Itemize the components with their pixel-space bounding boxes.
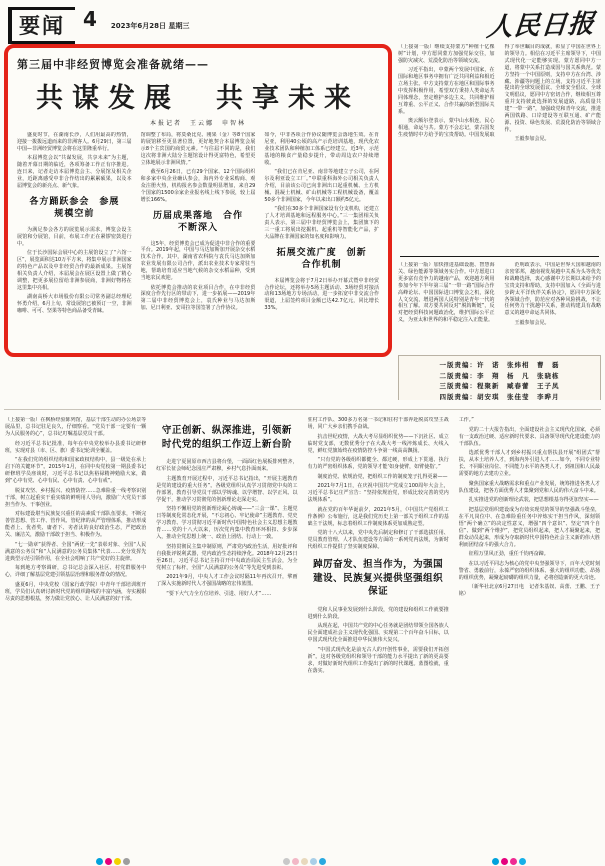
expo-article-column-1 (17, 132, 132, 348)
article-subhead: 拓展交流广度 创新合作机制 (276, 247, 367, 271)
registration-dot (114, 858, 121, 865)
article-paragraph: “只有党的各级组织都健全、都过硬，形成上下贯通、执行有力的严密组织体系，党的领导才能‘如身使臂，如臂使指’。” (307, 457, 449, 470)
article-paragraph: 从现在起，中国共产党的中心任务就是团结带领全国各族人民全面建成社会主义现代化强国、实现第二个百年奋斗目标，以中国式现代化全面推进中华民族伟大复兴。 (307, 623, 449, 643)
article-paragraph: （上接第一版）加快推进基础设施、智慧海关、绿色能源等领域务实合作。中方愿进口更多富有竞争力的越南产品，欢迎越方利用参加今年下半年第三届“一带一路”国际合作高峰论坛、中国国际进口博览会之机，深化人文交流，增进两国人民特别是青年一代的相互了解。双方要共同反对“脱钩断链”，反对把经贸科技问题政治化，维护国际公平正义，为亚太和世界的和平稳定注入正能量。 (398, 262, 495, 324)
article-paragraph: 在以习近平同志为核心的党中央坚强领导下，百年大党时刻警省、勇毅前行，永葆严密的组织体系、强大的组织功能、昂扬的组织优势，凝聚起磅礴的组织力量，必将创造新的更大奇迹。 (458, 560, 600, 581)
article-paragraph: 驻村工作队、300多万名第一书记和驻村干部奔赴脱贫攻坚主战场，同广大乡亲们携手奋战。 (307, 417, 449, 430)
article-paragraph: 选派优秀干部人才到乡村振兴重点帮扶县开展“组团式”帮扶，从本土培养人才，到海内外引进人才……如今，不同专业特长、不同职业岗位、不同能力水平的各类人才，到祖国和人民最需要的地方去建功立业。 (458, 450, 600, 477)
article-paragraph: 湖南高桥大市场股份有限公司常务副总经理纪怀勇介绍，6月上旬，常设展馆已被预订一空，非洲咖啡、可可、坚果等特色商品备受青睐。 (17, 293, 132, 314)
editors-box (398, 355, 601, 400)
article-paragraph: 党的十八大以来，党中央先后制定和修订了干部选拔任用、党员教育管理、人才队伍建设等方面的一系列党内法规，为新时代组织工作提供了坚实制度保障。 (307, 530, 449, 550)
registration-dot (105, 858, 112, 865)
registration-dot (292, 858, 299, 865)
registration-dot (492, 858, 499, 865)
org-article-column-2 (156, 417, 297, 841)
article-headline: 共谋发展 共享未来 (36, 83, 360, 114)
article-paragraph: 制度治党、依规治党，把组织工作的制度笼子扎得更紧—— (317, 473, 448, 480)
article-paragraph: 扎实推进党的创新理论武装，把思想根基夯得更加坚实—— (468, 497, 599, 503)
article-paragraph: 馆调整了布局，将莫桑比克、刚果（金）等8个国家的展馆移至更显著位置，更好地契合本届博览会展示8个主宾国的商贸元素。“与往届不同的是，我们这次将非洲大陆分主题馆设计得更富特色，希望更立体地展示非洲风情。” (140, 132, 256, 166)
article-paragraph: “七一勋章”获得者、全国“两优一先”表彰对象、全国“人民满意的公务员”和“人民满意的公务员集体”代表……充分发挥先进典型示范引领作用，在全社会唱响了共产党好的主旋律。 (5, 541, 147, 562)
article-paragraph: 坚持不懈用党的创新理论凝心铸魂——“三会一课”、主题党日等制度化常态化开展，“不忘初心、牢记使命”主题教育、党史学习教育、学习贯彻习近平新时代中国特色社会主义思想主题教育……党的十八大以来，历次党内集中教育环环相扣、步步深入，推动全党思想上统一、政治上团结、行动上一致。 (156, 506, 298, 540)
registration-dot (283, 858, 290, 865)
registration-dot (96, 858, 103, 865)
article-paragraph: 把基层党组织建设成为有效实现党的领导的坚强战斗堡垒，在平凡岗位中、在急难险重任务中淬炼实干担当作风，深刻领悟“两个确立”的决定性意义，增强“四个意识”、坚定“四个自信”、做到“两个维护”，把党员组织起来，把人才凝聚起来，把群众动员起来，形成为夺取新时代中国特色社会主义新的伟大胜利而团结奋斗的强大合力。 (458, 506, 600, 548)
article-paragraph: 主题教育开展过程中，习近平总书记指出，“开展主题教育是党的建设的重大任务”。各级党组织认真学习贯彻党中央的工作部署，教育引导党员干部以学铸魂、以学增智、以学正风、以学促干，推动学习贯彻党的创新理论走深走实。 (156, 475, 298, 503)
article-paragraph: 经习近平总书记批准，每年在中央党校举办县委书记研修班，实现对县（市、区、旗）委书记轮训全覆盖。 (5, 440, 147, 454)
highlighted-expo-article (4, 44, 392, 357)
org-article-column-1 (5, 417, 146, 841)
article-paragraph: 位于长沙国际会展中心的主展馆设立了“六馆一区”，展览面积达10万平方米，将集中展示非洲国家的特色产品以及中非经贸合作的最新成果。主展馆相关负责人介绍，本届展会在展区设置上做了精心调整，把更多展位留给非洲参展商，非洲好物将在这里集中亮相。 (17, 249, 132, 291)
continued-articles-rail (398, 44, 601, 400)
article-paragraph: 本届博览会以“共谋发展，共享未来”为主题，随着开幕日期的临近，各项筹备工作正有序推进。连日来，记者走访本届博览会主、分展馆及相关企业，近距离感受中非合作结出的累累硕果，以及本届博览会的新亮点、新气象。 (17, 155, 132, 189)
expo-article-column-2 (141, 132, 256, 348)
article-paragraph: 截至6月26日，已有29个国家、12个国际组织和多家中央企业确认参会，海内外专业采购商、观众注册火热，机构报名参会数量明显增加，来自29个国家的1500余家企业报名线上线下参展，较上届增长166%。 (140, 169, 256, 203)
org-work-article (5, 417, 600, 841)
article-byline: 本报记者 王云娜 申智林 (149, 120, 246, 127)
publication-date: 2023年6月28日 星期三 (110, 22, 190, 30)
article-paragraph: 就在党的百年华诞前夕，2021年5月，《中国共产党组织工作条例》公布施行，这是我们党历史上第一部关于组织工作的基础主干法规，标志着组织工作制度体系更加成熟定型。 (307, 506, 449, 527)
registration-dots-right (492, 850, 528, 866)
article-paragraph: “要下大气力全方位培养、引进、用好人才”…… (166, 590, 272, 597)
registration-dot (519, 858, 526, 865)
article-paragraph: 盛夏6月，中央党校（国家行政学院）中青年干部培训班开班，学员们认真研讨新时代党的组织路线的丰富内涵，夯实履职尽责的思想根基，努力做让党放心、让人民满意的好干部。 (5, 581, 147, 602)
section-label-box (8, 7, 75, 44)
registration-dot (510, 858, 517, 865)
article-paragraph: 党和人民事业发展到什么阶段，党的建设和组织工作就要推进到什么阶段。 (307, 606, 449, 620)
editors-line: 四版责编：胡安琪 张佳莹 李晔月 (439, 392, 560, 400)
article-subhead: 历届成果落地 合作不断深入 (153, 210, 244, 234)
registration-dot (301, 858, 308, 865)
article-paragraph: 王毅参加会见。 (514, 319, 550, 326)
article-paragraph: （新华社北京6月27日电 记者朱基钗、高蕾、王鹏、王子铭） (458, 584, 600, 597)
article-paragraph: （上接第一版）继续支持蒙方“种植十亿棵树”计划，中方愿同蒙方加强党际交往，加强防灾减灾、荒漠化防治等领域交流。 (398, 44, 495, 64)
article-paragraph: 每到地方考察调研，总书记总会深入社区、村党群服务中心，详细了解基层党建引领基层治理和服务群众的情况。 (5, 565, 147, 578)
article-paragraph: 习近平指出，中蒙两个发展中国家，在国际和地区事务中拥有广泛共同利益和相近立场主张。中方支持蒙方在地区和国际事务中发挥积极作用，希望双方秉持人类命运共同体理念，坚定维护多边主义，共同维护相互尊重、公平正义、合作共赢的新型国际关系。 (398, 67, 495, 115)
article-subhead: 守正创新、纵深推进，引领新时代党的组织工作迈上新台阶 (161, 425, 292, 450)
section-title: 要闻 (19, 14, 65, 38)
org-article-column-3 (308, 417, 449, 841)
article-paragraph: 坚持贯彻民主集中制原则，严肃党内政治生活，用好批评和自我批评锐利武器，党内政治生态持续净化。2018年12月25日至26日，习近平总书记主持召开中央政治局民主生活会，为全党树立了标杆，全国“人民满意的公务员”等先进受到表彰。 (156, 543, 298, 571)
article-paragraph: 脱贫攻坚、乡村振兴、疫情防控……急难险重一线考察识别干部，树立起重实干重实绩的鲜明用人导向，激励广大党员干部担当作为、干事创业。 (5, 487, 147, 508)
registration-dot (319, 858, 326, 865)
page-number: 4 (83, 7, 97, 31)
article-kicker: 第三届中非经贸博览会准备就绪—— (17, 58, 209, 71)
article-paragraph: 本届博览会将于7月2日举办开幕式暨中非经贸合作论坛，还将举办5场主题活动、3场经贸对接活动和13场地方专场活动，进一步拓宽中非交流合作渠道，上届签约项目金额已达42.7亿元，同比增长33%。 (264, 277, 379, 312)
article-paragraph: 为满足参会各方的展览展示需求，博览会设主展馆和分展馆，目前，布展工作正在紧锣密鼓进行中。 (17, 226, 132, 247)
article-paragraph: 抗击世纪疫情，大战大考尽显组织优势——下沉社区、成立临时党支部，无数优秀分子在大战大考一线淬炼成长、火线入党，鲜红党旗始终在疫情防控斗争第一线高高飘扬。 (307, 433, 449, 454)
masthead-logo: 人民日报 (485, 9, 597, 43)
registration-dot (310, 858, 317, 865)
article-paragraph: 2021年9月，中央人才工作会议时隔11年再次召开，擘画了深入实施新时代人才强国战略的宏伟蓝图。 (156, 574, 298, 587)
article-paragraph: 这5年，经贸博览会已成为促进中非合作的重要平台。2019年起，中国与马达加斯加开展杂交水稻技术合作。其中，湖南省农科院与袁氏马达加斯加农业发展有限公司合作，派出农业技术专家常驻当地，帮助培育适应当地气候的杂交水稻品种，受到当地农民欢迎。 (140, 240, 256, 282)
article-paragraph: 范明政表示，中国是世界大国和越南的亲密邻邦，越南视发展越中关系为头等优先和战略选择，衷心感谢中方长期以来给予的宝贵支持和帮助，支持中国加入《全面与进步跨太平洋伙伴关系协定》，愿同中方深化各领域合作，防范应对各种风险挑战，不让任何势力干扰越中关系，推动构建具有战略意义的越中命运共同体。 (504, 262, 601, 317)
registration-dots-left (96, 850, 132, 866)
editors-line: 一版责编：许 诺 张炜相 曹 磊 (439, 361, 560, 369)
registration-dot (123, 858, 130, 865)
editors-line: 三版责编：程聚新 臧春蕾 王子凤 (439, 382, 560, 390)
continued-article-vietnam (398, 262, 601, 348)
org-article-column-4 (459, 417, 600, 841)
article-paragraph: 如今，中非各项合作协议随博览会落地生效。在肯尼亚，利用40公顷的高产示范培训基地，现代化农业技术团队和种植加工体系已经建立。近3年，示范基地的粮食产量稳步提升，带动周边农户持续增收。 (264, 132, 379, 166)
article-paragraph: “我们在30多个非洲国家设有分支机构，还建立了人才培训基地和远程服务中心。”三一集团相关负责人表示，第三届中非经贸博览会上，集团旗下的三一重工将展出挖掘机、起重机等智能化产品，扩大品牌在非洲国家的知名度和影响力。 (264, 206, 379, 240)
article-paragraph: 奥云额尔登表示，蒙中山水相连，民心相通，命运与共。蒙方不会忘记，蒙古国发生疫情时中方给予的宝贵帮助。中国发展取得了举世瞩目的成就，彰显了中国在世界上的领导力。相信在习近平主席领导下，中国式现代化一定能够实现。蒙方愿同中方一道，将蒙中关系打造成国与国关系典范。蒙方坚持一个中国原则，支持中方在台湾、涉藏、涉疆等问题上的立场，支持习近平主席提出的全球发展倡议、全球安全倡议、全球文明倡议，愿同中方密切合作，继续相互尊重并支持彼此选择的发展道路，高质量共建“一带一路”，加强政党和青年交流，推进两国铁路、口岸建设等互联互通、矿产能源、投资、绿色发展、荒漠化防治等领域合作。 (398, 44, 601, 138)
registration-dots-center (283, 850, 328, 866)
registration-dot (501, 858, 508, 865)
page-header (8, 7, 597, 41)
article-paragraph: 2021年7月1日，在庆祝中国共产党成立100周年大会上，习近平总书记庄严宣告：“坚持依规治党，形成比较完善的党内法规体系”。 (307, 483, 449, 503)
article-paragraph: 聚焦国家重大战略需求和重点产业发展，统筹推进各类人才队伍建设，把各方面优秀人才集聚到党和人民的伟大奋斗中来。 (458, 480, 600, 494)
article-paragraph: 对标建设堪当民族复兴重任的高素质干部队伍要求，不断完善管思想、管工作、管作风、管纪律的从严管理体系，推动形成能者上、优者奖、庸者下、劣者汰的良好政治生态，严把政治关、廉洁关，激励干部敢于担当、积极作为。 (5, 511, 147, 538)
section-divider-rule (4, 409, 601, 410)
continued-article-mongolia (398, 44, 601, 251)
article-paragraph: 王毅参加会见。 (514, 136, 550, 143)
article-paragraph: 盛夏时节，在湖南长沙，人们用最高的热情，迎接一拨拨远道而来的非洲客人。6月29日，第三届中国—非洲经贸博览会将在这里隆重举行。 (17, 132, 132, 152)
editors-line: 二版责编：李 翔 杨 凡 张晓栋 (439, 371, 560, 380)
article-paragraph: “我们已在肯尼亚、南非等地建立子公司，在阿尔及利亚设立工厂。”中联重科海外公司相关负责人介绍，目前该公司已向非洲出口起重机械、土方机械、混凝土机械、矿山机械等工程机械设备，覆盖50多个非洲国家，今年以来出口额约5亿元。 (264, 169, 379, 203)
article-paragraph: 征程万里风正劲，重任千钧再奋蹄。 (468, 551, 549, 557)
article-paragraph: “在我们党的组织结构和国家政权结构中，县一级处在承上启下的关键环节”。2015年1月，在同中央党校第一期县委书记研修班学员座谈时，习近平总书记以焦裕禄精神勉励大家，做到“心中有党、心中有民、心中有责、心中有戒”。 (5, 457, 147, 484)
article-paragraph: “中国式现代化是前无古人的开创性事业，需要我们开拓创新”。这对各级党组织和领导干部的能力水平提出了新的更高要求，对做好新时代组织工作提出了新的时代课题。蓝图绘就，重在落实。 (307, 646, 449, 674)
article-paragraph: 工作。” (458, 417, 474, 423)
article-paragraph: （上接第一版）在枫桥经验陈列馆，基层干部生动的办公场景等展品里，总书记驻足良久，仔细察看。“党员干部一定要有一颗为人民服务的心”，总书记叮嘱基层党员干部。 (5, 417, 147, 437)
article-paragraph: 党的二十大报告指出，全面建设社会主义现代化国家，必须有一支政治过硬、适应新时代要求、具备领导现代化建设能力的干部队伍。 (458, 426, 600, 447)
expo-article-columns (17, 132, 379, 348)
article-divider-rule (400, 256, 599, 257)
expo-article-column-3 (264, 132, 379, 348)
article-subhead: 各方踊跃参会 参展规模空前 (29, 196, 120, 220)
article-paragraph: 依托博览会推动的农业项目合作，在中非经贸深度合作先行区的带动下，进一步拓展——2019年第二届中非经贸博览会上，袁氏种业与马达加斯加、尼日利亚、安哥拉等国签署了合作协议。 (140, 284, 256, 312)
article-subhead: 踔厉奋发、担当作为，为强国建设、民族复兴提供坚强组织保证 (313, 559, 444, 597)
print-registration-marks (0, 850, 605, 859)
article-paragraph: 走进宁夏固原市西吉县将台堡，一面面红色展板排列整齐，红军长征会师纪念园庄严肃穆，乡村气息扑面而来。 (156, 459, 298, 472)
